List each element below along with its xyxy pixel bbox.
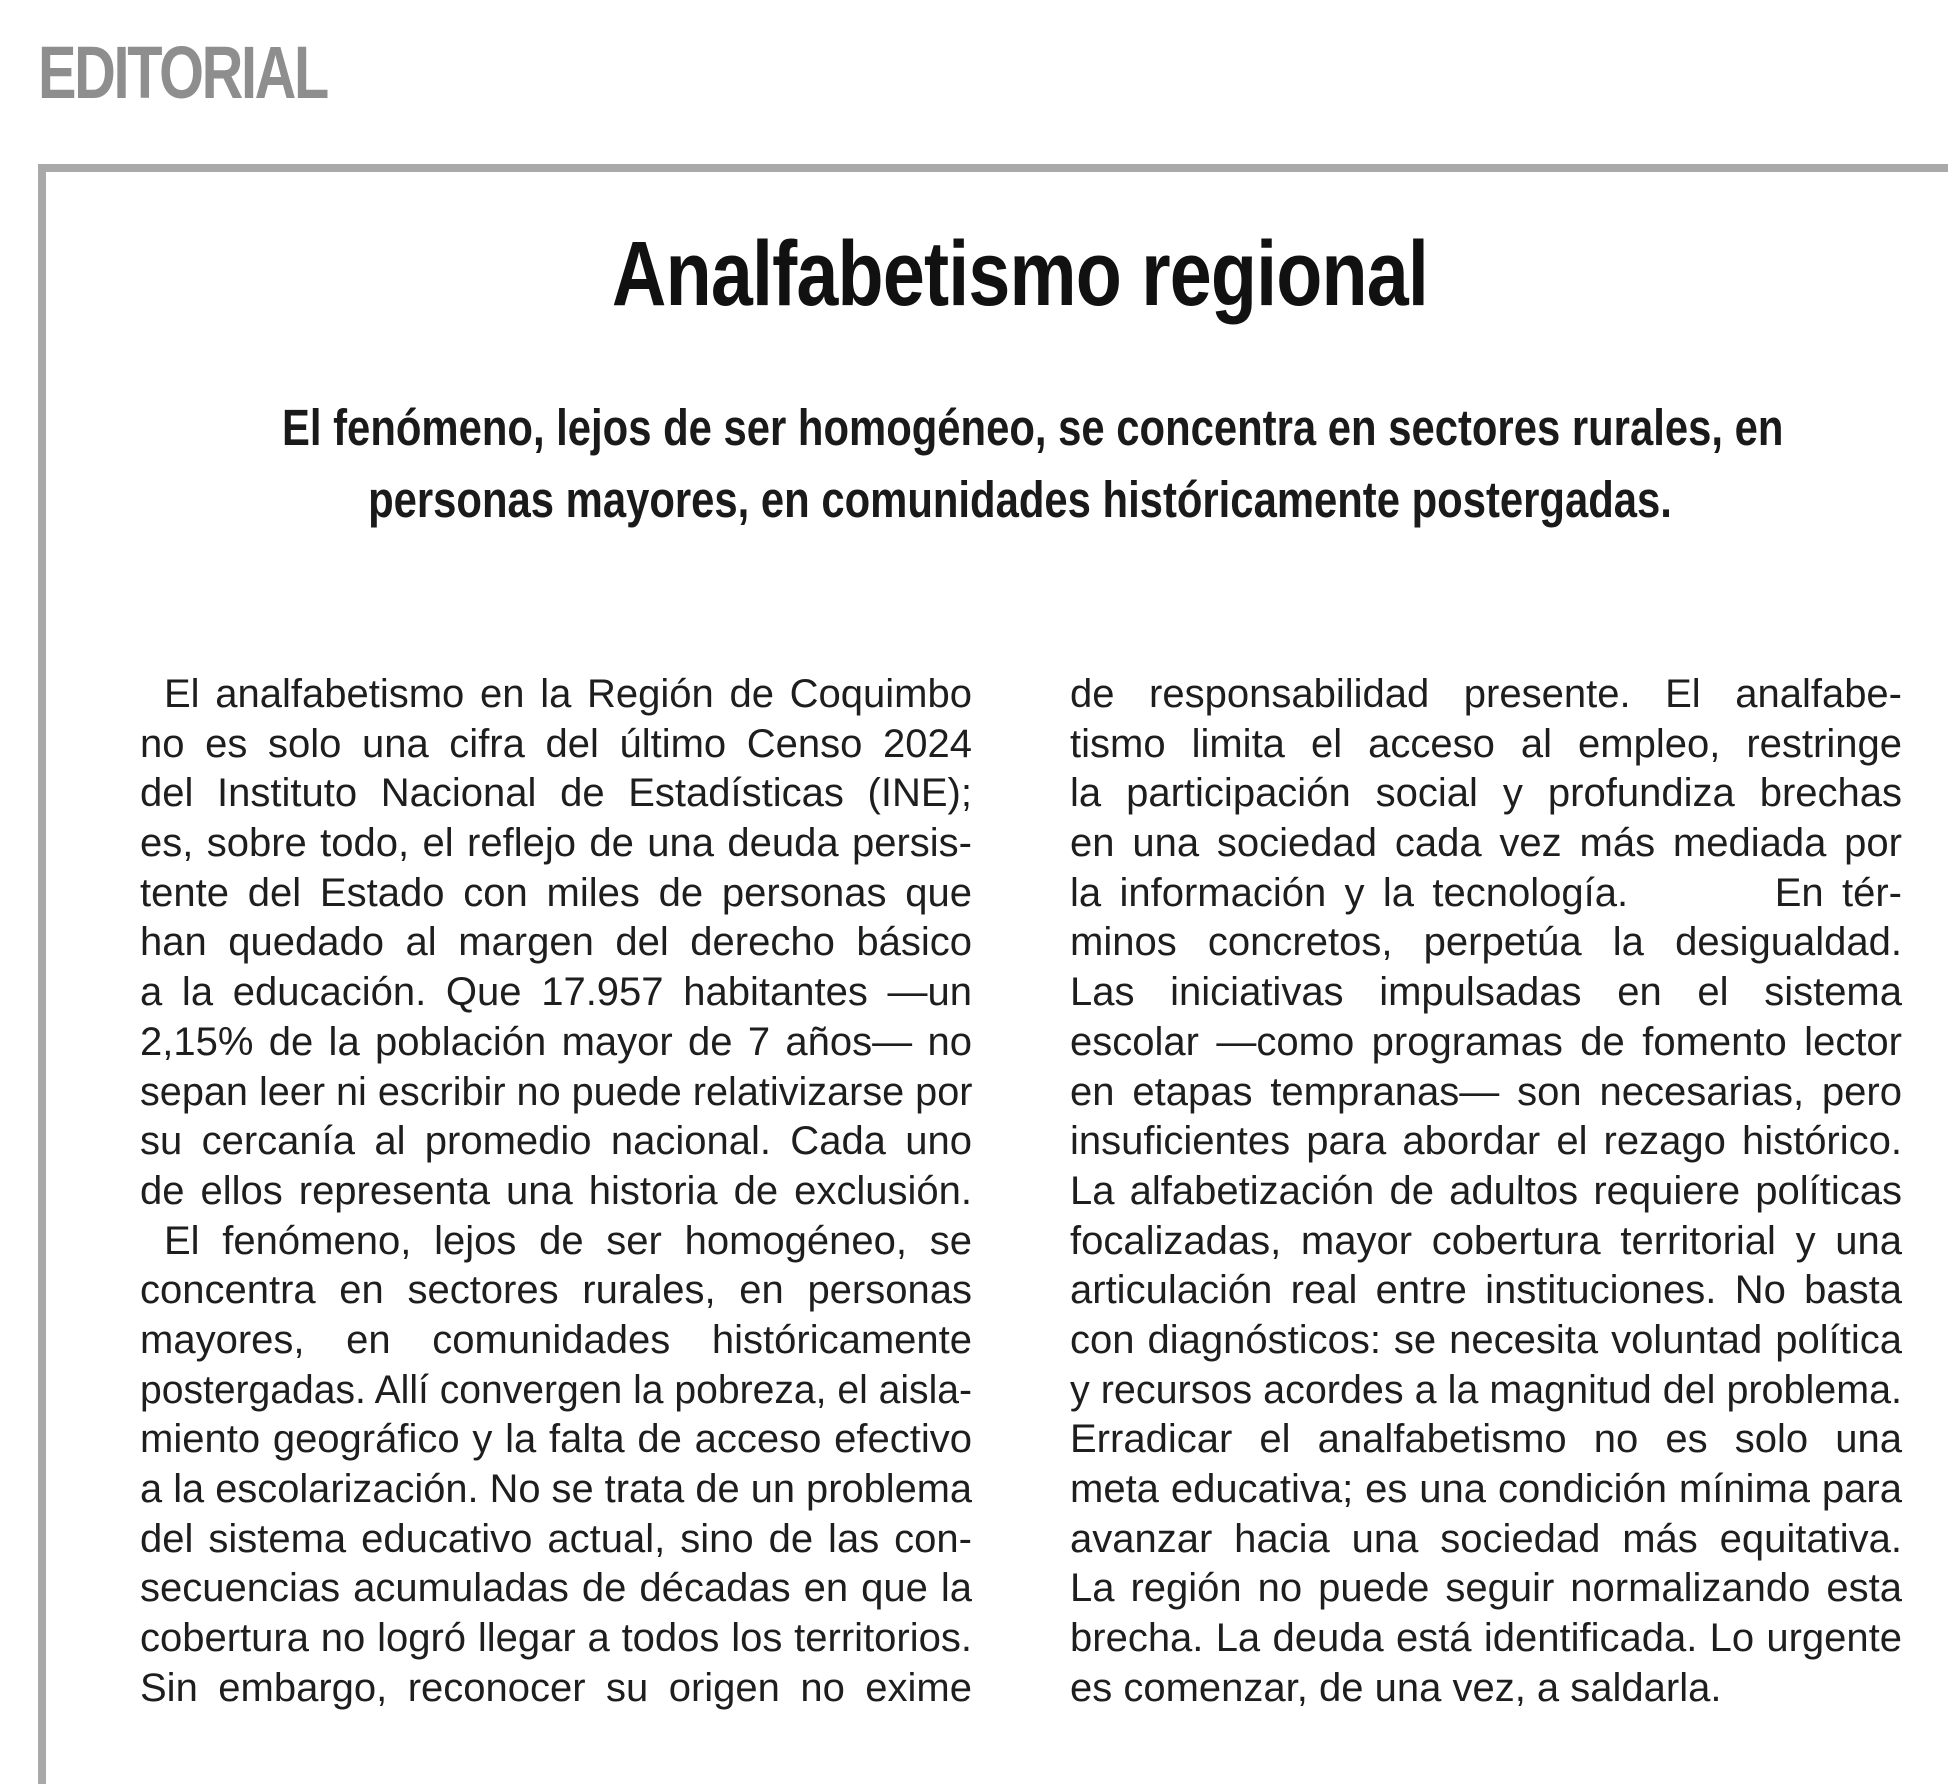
body-line: minos concretos, perpetúa la desigualdad.	[1070, 920, 1902, 965]
body-line: concentra en sectores rurales, en personas	[140, 1268, 972, 1313]
body-line: meta educativa; es una condición mínima para	[1070, 1467, 1902, 1511]
body-line: 2,15% de la población mayor de 7 años— no	[140, 1019, 972, 1064]
body-line: brecha. La deuda está identificada. Lo urgente	[1070, 1616, 1902, 1661]
body-line: escolar —como programas de fomento lector	[1070, 1019, 1902, 1064]
body-line: articulación real entre instituciones. No basta	[1070, 1268, 1902, 1313]
body-line: en una sociedad cada vez más mediada por	[1070, 821, 1902, 866]
body-line: de ellos representa una historia de exclusión.	[140, 1168, 972, 1213]
body-column-left	[140, 670, 972, 1713]
body-line: secuencias acumuladas de décadas en que la	[140, 1566, 972, 1611]
body-line: avanzar hacia una sociedad más equitativa.	[1070, 1516, 1902, 1561]
deck	[120, 392, 1920, 536]
body-line: en etapas tempranas— son necesarias, pero	[1070, 1069, 1902, 1114]
body-line: la participación social y profundiza brechas	[1070, 771, 1902, 816]
body-line: su cercanía al promedio nacional. Cada uno	[140, 1119, 972, 1164]
body-column-right	[1070, 670, 1902, 1713]
body-line: es, sobre todo, el reflejo de una deuda persis-	[140, 821, 972, 866]
body-line: no es solo una cifra del último Censo 2024	[140, 721, 972, 766]
body-line: cobertura no logró llegar a todos los territorios.	[140, 1616, 972, 1661]
body-line: El fenómeno, lejos de ser homogéneo, se	[164, 1218, 972, 1263]
body-line: de responsabilidad presente. El analfabe-	[1070, 672, 1902, 716]
body-line: mayores, en comunidades históricamente	[140, 1317, 972, 1362]
body-line: tente del Estado con miles de personas que	[140, 870, 972, 915]
body-line: del Instituto Nacional de Estadísticas (INE);	[140, 771, 972, 816]
headline: Analfabetismo regional	[611, 223, 1429, 325]
body-line: El analfabetismo en la Región de Coquimbo	[164, 672, 972, 716]
body-line: miento geográfico y la falta de acceso efectivo	[140, 1417, 972, 1462]
body-line: es comenzar, de una vez, a saldarla.	[1070, 1665, 1722, 1710]
body-line: a la educación. Que 17.957 habitantes —un	[140, 970, 972, 1015]
body-line: del sistema educativo actual, sino de las con-	[140, 1516, 972, 1561]
body-line: la información y la tecnología. En tér-	[1070, 870, 1902, 915]
body-line: con diagnósticos: se necesita voluntad política	[1070, 1317, 1902, 1362]
body-line: y recursos acordes a la magnitud del problema.	[1070, 1367, 1902, 1412]
body-line: insuficientes para abordar el rezago histórico.	[1070, 1119, 1902, 1164]
body-line: postergadas. Allí convergen la pobreza, el aisla-	[140, 1367, 972, 1412]
body-line: La región no puede seguir normalizando esta	[1070, 1566, 1902, 1611]
body-line: La alfabetización de adultos requiere políticas	[1070, 1168, 1902, 1213]
body-line: tismo limita el acceso al empleo, restringe	[1070, 721, 1902, 766]
body-line: han quedado al margen del derecho básico	[140, 920, 972, 965]
body-line: Sin embargo, reconocer su origen no exime	[140, 1665, 972, 1710]
body-line: a la escolarización. No se trata de un problema	[140, 1467, 973, 1511]
body-line: sepan leer ni escribir no puede relativizarse por	[140, 1069, 973, 1114]
body-line: Las iniciativas impulsadas en el sistema	[1070, 970, 1902, 1015]
section-label: EDITORIAL	[38, 31, 327, 114]
deck-line-1: El fenómeno, lejos de ser homogéneo, se concentra en sectores rurales, en	[282, 399, 1784, 456]
body-line: focalizadas, mayor cobertura territorial y una	[1070, 1218, 1902, 1263]
body-line: Erradicar el analfabetismo no es solo una	[1070, 1417, 1902, 1462]
deck-line-2: personas mayores, en comunidades históricamente postergadas.	[368, 471, 1672, 528]
